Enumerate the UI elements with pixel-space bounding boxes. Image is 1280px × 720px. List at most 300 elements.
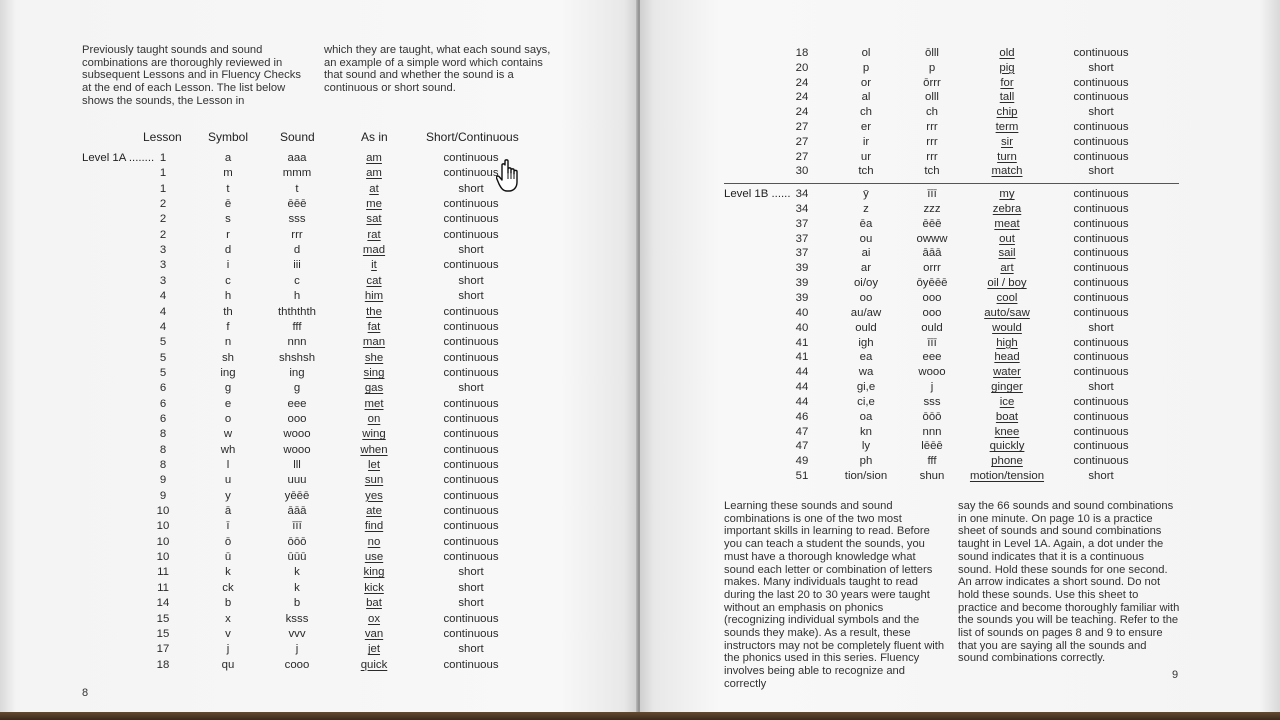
cell-sound: zzz <box>923 202 941 215</box>
table-row <box>640 188 1129 203</box>
cell-sound: j <box>295 643 299 656</box>
cell-symbol: e <box>224 397 232 410</box>
cell-type: short <box>458 597 484 610</box>
cell-lesson: 11 <box>157 566 169 579</box>
table-row <box>0 412 499 428</box>
table-row <box>0 658 499 674</box>
table-row <box>0 152 499 167</box>
table-row <box>640 106 1114 121</box>
cell-type: continuous <box>1073 425 1129 438</box>
cell-type: short <box>458 581 484 594</box>
cell-as-in: my <box>999 188 1015 200</box>
cell-type: continuous <box>443 366 499 379</box>
table-row <box>640 76 1129 92</box>
cell-type: continuous <box>443 397 499 410</box>
cell-sound: orrr <box>923 262 941 275</box>
cell-symbol: ȳ <box>863 188 869 200</box>
table-row <box>640 381 1114 396</box>
cell-symbol: b <box>224 597 232 610</box>
cell-lesson: 6 <box>159 412 167 425</box>
cell-symbol: th <box>223 305 233 318</box>
cell-lesson: 2 <box>159 228 167 241</box>
cell-lesson: 1 <box>159 152 167 164</box>
cell-as-in: at <box>369 182 379 195</box>
cell-lesson: 5 <box>159 366 167 379</box>
cell-as-in: wing <box>362 428 386 441</box>
cell-as-in: van <box>364 627 384 640</box>
cell-symbol: t <box>226 182 230 195</box>
cell-as-in: zebra <box>992 202 1022 215</box>
cell-lesson: 10 <box>156 505 170 518</box>
cell-type: continuous <box>443 551 499 564</box>
header-short-continuous: Short/Continuous <box>426 130 519 144</box>
cell-lesson: 37 <box>795 232 809 245</box>
cell-as-in: boat <box>995 410 1019 423</box>
table-row <box>640 470 1114 485</box>
table-row <box>640 121 1129 136</box>
cell-sound: ing <box>289 366 305 379</box>
cell-type: continuous <box>1073 47 1129 59</box>
cell-as-in: ox <box>367 612 381 625</box>
cell-symbol: ing <box>220 366 236 379</box>
cell-sound: lēēē <box>921 440 943 453</box>
cell-symbol: er <box>860 121 872 133</box>
cell-type: continuous <box>1073 150 1129 163</box>
table-row <box>0 489 499 505</box>
cell-sound: mmm <box>282 167 312 180</box>
cell-type: continuous <box>443 320 499 333</box>
cell-lesson: 2 <box>159 198 167 211</box>
table-row <box>0 581 484 597</box>
cell-sound: j <box>930 381 934 394</box>
cell-as-in: ginger <box>991 381 1023 394</box>
cell-type: continuous <box>443 627 499 640</box>
cell-as-in: for <box>1000 76 1014 89</box>
cell-lesson: 1 <box>159 182 167 195</box>
cell-type: continuous <box>443 351 499 364</box>
cell-symbol: l <box>226 459 230 471</box>
cell-sound: ōyēēē <box>916 277 948 290</box>
cell-symbol: c <box>225 274 231 287</box>
cell-as-in: on <box>367 412 381 425</box>
cell-symbol: wa <box>858 366 874 379</box>
table-row <box>640 217 1129 233</box>
cell-lesson: 18 <box>156 658 170 671</box>
cell-sound: ōōō <box>287 535 307 548</box>
cell-lesson: 34 <box>795 188 809 200</box>
table-row <box>640 262 1129 277</box>
page-left <box>0 0 638 712</box>
cell-lesson: 3 <box>159 244 167 257</box>
cell-sound: īīī <box>292 520 302 533</box>
cell-type: continuous <box>1073 76 1129 89</box>
table-row <box>640 321 1114 337</box>
cell-as-in: bat <box>366 597 382 610</box>
cell-lesson: 15 <box>156 627 170 640</box>
cell-symbol: ci,e <box>857 395 875 408</box>
cell-type: short <box>1088 165 1114 178</box>
table-row <box>0 443 499 459</box>
cell-type: continuous <box>443 428 499 441</box>
cell-sound: iii <box>293 259 301 272</box>
cell-type: short <box>1088 61 1114 74</box>
cell-type: continuous <box>443 535 499 548</box>
cell-lesson: 5 <box>159 351 167 364</box>
cell-symbol: oi/oy <box>853 277 879 290</box>
cell-type: short <box>458 382 484 395</box>
cell-sound: fff <box>292 320 302 333</box>
cell-sound: vvv <box>288 627 306 640</box>
cell-symbol: ck <box>222 581 234 594</box>
cell-type: continuous <box>443 152 499 164</box>
cell-as-in: meat <box>994 217 1020 230</box>
cell-symbol: x <box>225 612 231 625</box>
cell-as-in: am <box>366 167 382 180</box>
cell-type: short <box>458 290 484 303</box>
cell-lesson: 24 <box>795 91 809 104</box>
cell-type: continuous <box>1073 277 1129 290</box>
cell-type: continuous <box>443 213 499 226</box>
table-row <box>0 182 484 198</box>
table-row <box>640 277 1129 292</box>
cell-sound: shshsh <box>278 351 316 364</box>
cell-symbol: ph <box>859 455 873 468</box>
cell-sound: tch <box>924 165 940 178</box>
cell-lesson: 40 <box>795 306 809 319</box>
cell-lesson: 51 <box>795 470 809 483</box>
table-row <box>640 135 1129 151</box>
cell-sound: h <box>293 290 301 303</box>
cell-lesson: 27 <box>795 121 809 133</box>
cell-as-in: rat <box>367 228 381 241</box>
cell-lesson: 3 <box>159 274 167 287</box>
cell-sound: īīī <box>927 188 937 200</box>
cell-lesson: 1 <box>159 167 167 180</box>
cell-lesson: 39 <box>795 291 809 304</box>
cell-symbol: v <box>225 627 231 640</box>
cell-lesson: 39 <box>795 262 809 275</box>
level-1a-label: Level 1A ........ <box>82 152 155 164</box>
cell-symbol: ō <box>224 535 232 548</box>
cell-as-in: gas <box>364 382 384 395</box>
cell-symbol: u <box>224 474 232 487</box>
cell-type: continuous <box>443 167 499 180</box>
cell-as-in: head <box>994 351 1020 364</box>
cell-type: continuous <box>443 336 499 349</box>
cell-as-in: high <box>996 336 1018 349</box>
cell-lesson: 10 <box>156 535 170 548</box>
cell-type: continuous <box>1073 366 1129 379</box>
cell-as-in: cool <box>996 291 1018 304</box>
cell-lesson: 6 <box>159 382 167 395</box>
cell-type: continuous <box>443 505 499 518</box>
cell-symbol: p <box>862 61 870 74</box>
cell-lesson: 44 <box>795 381 809 394</box>
cell-lesson: 9 <box>159 474 167 487</box>
cell-lesson: 4 <box>159 305 167 318</box>
table-row <box>640 425 1129 441</box>
cell-lesson: 17 <box>156 643 170 656</box>
page-number-right: 9 <box>1172 669 1179 681</box>
cell-as-in: man <box>362 336 386 349</box>
cell-symbol: al <box>861 91 871 104</box>
cell-symbol: i <box>226 259 230 272</box>
cell-sound: nnn <box>922 425 942 438</box>
cell-symbol: ir <box>862 135 870 148</box>
cell-type: continuous <box>1073 232 1129 245</box>
table-row <box>0 627 499 643</box>
cell-symbol: r <box>226 228 230 241</box>
table-row <box>640 291 1129 307</box>
cell-sound: fff <box>927 455 937 468</box>
cell-type: short <box>458 274 484 287</box>
table-row <box>0 459 499 474</box>
table-row <box>640 91 1129 106</box>
cell-symbol: igh <box>858 336 874 349</box>
cell-type: continuous <box>1073 395 1129 408</box>
cell-as-in: met <box>364 397 384 410</box>
cell-lesson: 9 <box>159 489 167 502</box>
cell-symbol: ai <box>861 247 871 260</box>
cell-symbol: o <box>224 412 232 425</box>
cell-sound: ch <box>925 106 939 119</box>
cell-symbol: a <box>224 152 232 164</box>
cell-symbol: s <box>225 213 231 226</box>
cell-sound: yēēē <box>284 489 310 502</box>
cell-lesson: 24 <box>795 106 809 119</box>
body-paragraph-col1: Learning these sounds and sound combinations is one of the two most important skills in learning to read. Before you can teach a student the sounds, you must have a thorough knowledge what sound each letter or combination of letters makes. Many individuals taught to read during the last 20 to 30 years were taught without an emphasis on phonics (recognizing individual symbols and the sounds they make). As a result, these instructors may not be completely fluent with the phonics used in this series. Fluency involves being able to recognize and correctly <box>724 500 945 690</box>
cell-type: continuous <box>1073 202 1129 215</box>
cell-lesson: 37 <box>795 247 809 260</box>
cell-type: continuous <box>1073 188 1129 200</box>
cell-symbol: ī <box>226 520 230 533</box>
cell-sound: d <box>293 244 301 257</box>
cell-lesson: 8 <box>159 428 167 441</box>
cell-type: continuous <box>443 443 499 456</box>
cell-symbol: ly <box>861 440 871 453</box>
cell-as-in: the <box>366 305 382 318</box>
table-row <box>640 351 1129 366</box>
table-row <box>0 198 499 213</box>
cell-type: short <box>1088 470 1114 483</box>
table-row <box>640 150 1129 166</box>
cell-type: continuous <box>1073 291 1129 304</box>
cell-symbol: ch <box>859 106 873 119</box>
table-row <box>640 336 1129 352</box>
cell-symbol: h <box>224 290 232 303</box>
cell-type: continuous <box>443 198 499 211</box>
cell-symbol: tion/sion <box>844 470 888 483</box>
cell-type: continuous <box>1073 440 1129 453</box>
cell-lesson: 39 <box>795 277 809 290</box>
table-row <box>0 397 499 413</box>
cell-sound: nnn <box>287 336 307 349</box>
cell-lesson: 30 <box>795 165 809 178</box>
table-row <box>0 274 484 290</box>
cell-as-in: when <box>360 443 388 456</box>
table-row <box>0 551 499 566</box>
cell-symbol: m <box>223 167 233 180</box>
cell-as-in: let <box>367 459 381 471</box>
cell-sound: rrr <box>291 228 303 241</box>
intro-paragraph-col2: which they are taught, what each sound says, an example of a simple word which contains that sound and whether the sound is a continuous or short sound. <box>324 44 551 95</box>
cell-sound: lll <box>293 459 301 471</box>
cell-sound: p <box>928 61 936 74</box>
cell-sound: rrr <box>926 135 938 148</box>
cell-type: continuous <box>1073 247 1129 260</box>
cell-as-in: oil / boy <box>987 277 1027 290</box>
cell-type: continuous <box>443 489 499 502</box>
cell-sound: īīī <box>927 336 937 349</box>
cell-type: continuous <box>443 612 499 625</box>
cell-as-in: old <box>999 47 1015 59</box>
cell-type: continuous <box>443 459 499 471</box>
cell-sound: wooo <box>283 443 311 456</box>
table-row <box>0 320 499 336</box>
cell-as-in: me <box>366 198 382 211</box>
cell-type: continuous <box>1073 336 1129 349</box>
cell-sound: ēēē <box>287 198 307 211</box>
cell-sound: thththth <box>278 305 316 318</box>
cell-type: continuous <box>1073 351 1129 364</box>
table-row <box>0 428 499 443</box>
cell-lesson: 37 <box>795 217 809 230</box>
table-row <box>0 474 499 489</box>
table-row <box>640 47 1129 62</box>
cell-sound: b <box>293 597 301 610</box>
cell-symbol: au/aw <box>850 306 882 319</box>
cell-type: continuous <box>1073 410 1129 423</box>
cell-sound: owww <box>916 232 948 245</box>
table-row <box>0 520 499 535</box>
cell-type: continuous <box>443 305 499 318</box>
cell-as-in: it <box>371 259 377 272</box>
table-row <box>0 505 499 520</box>
cell-symbol: ū <box>224 551 232 564</box>
cell-as-in: term <box>995 121 1019 133</box>
cell-as-in: would <box>992 321 1022 334</box>
cell-type: continuous <box>1073 121 1129 133</box>
cell-as-in: out <box>999 232 1015 245</box>
cell-as-in: him <box>364 290 384 303</box>
cell-sound: ooo <box>287 412 307 425</box>
body-paragraph-col2: say the 66 sounds and sound combinations in one minute. On page 10 is a practice sheet of sounds and sound combinations taught in Level 1A. Again, a dot under the sound indicates that it is a continuous sound. Hold these sounds for one second. An arrow indicates a short sound. Do not hold these sounds. Use this sheet to practice and become thoroughly familiar with the sounds you will be teaching. Refer to the list of sounds on pages 8 and 9 to ensure that you are saying all the sounds and sound combinations correctly. <box>958 500 1180 665</box>
table-row <box>0 366 499 382</box>
cell-sound: ōrrr <box>923 76 941 89</box>
cell-sound: aaa <box>287 152 307 164</box>
cell-type: continuous <box>443 658 499 671</box>
cell-sound: eee <box>922 351 942 364</box>
cell-symbol: ar <box>860 262 872 275</box>
page-number-left: 8 <box>82 687 89 699</box>
table-row <box>640 232 1129 248</box>
cell-lesson: 44 <box>795 366 809 379</box>
cell-as-in: find <box>364 520 384 533</box>
table-row <box>0 228 499 244</box>
cell-as-in: water <box>993 366 1021 379</box>
cell-as-in: sun <box>364 474 384 487</box>
cell-as-in: quickly <box>989 440 1025 453</box>
cell-symbol: qu <box>221 658 235 671</box>
cell-as-in: ice <box>999 395 1015 408</box>
cell-type: short <box>458 244 484 257</box>
cell-sound: ōōō <box>922 410 942 423</box>
cell-type: short <box>1088 321 1114 334</box>
table-row <box>0 290 484 305</box>
table-row <box>0 643 484 658</box>
cell-sound: wooo <box>918 366 946 379</box>
cell-symbol: ould <box>855 321 877 334</box>
cell-as-in: jet <box>367 643 381 656</box>
cell-lesson: 40 <box>795 321 809 334</box>
page-right <box>640 0 1280 712</box>
cell-symbol: ē <box>224 198 232 211</box>
cell-symbol: f <box>226 320 230 333</box>
cell-type: continuous <box>1073 455 1129 468</box>
cell-type: continuous <box>443 228 499 241</box>
table-row <box>640 366 1129 381</box>
cell-lesson: 5 <box>159 336 167 349</box>
cell-type: continuous <box>443 412 499 425</box>
cell-symbol: ea <box>859 351 873 364</box>
header-as-in: As in <box>361 130 388 144</box>
cell-lesson: 4 <box>159 290 167 303</box>
table-row <box>0 167 499 182</box>
cell-sound: uuu <box>287 474 307 487</box>
cell-as-in: ate <box>366 505 382 518</box>
cell-sound: cooo <box>284 658 310 671</box>
table-row <box>0 612 499 628</box>
cell-sound: c <box>294 274 300 287</box>
cell-sound: ooo <box>922 306 942 319</box>
cell-lesson: 27 <box>795 135 809 148</box>
cell-sound: sss <box>923 395 941 408</box>
cell-as-in: pig <box>999 61 1015 74</box>
cell-sound: shun <box>919 470 945 483</box>
cell-lesson: 24 <box>795 76 809 89</box>
cell-as-in: motion/tension <box>969 470 1045 483</box>
cell-sound: eee <box>287 397 307 410</box>
cell-type: short <box>458 643 484 656</box>
cell-symbol: ol <box>861 47 871 59</box>
table-row <box>640 306 1129 322</box>
cell-symbol: wh <box>220 443 236 456</box>
cell-as-in: fat <box>367 320 381 333</box>
cell-as-in: she <box>364 351 384 364</box>
cell-sound: ūūū <box>287 551 307 564</box>
table-row <box>640 440 1129 455</box>
cell-as-in: yes <box>365 489 383 502</box>
cell-lesson: 41 <box>795 336 809 349</box>
cell-type: continuous <box>1073 306 1129 319</box>
cell-as-in: turn <box>997 150 1017 163</box>
header-symbol: Symbol <box>208 130 249 144</box>
cell-symbol: w <box>223 428 233 441</box>
cell-type: continuous <box>443 520 499 533</box>
cell-as-in: mad <box>362 244 386 257</box>
cell-as-in: phone <box>991 455 1023 468</box>
table-row <box>0 244 484 259</box>
table-row <box>0 351 499 367</box>
cell-symbol: oo <box>859 291 873 304</box>
cell-type: continuous <box>1073 262 1129 275</box>
cell-as-in: cat <box>366 274 382 287</box>
cell-as-in: quick <box>360 658 388 671</box>
cell-sound: āāā <box>922 247 942 260</box>
cell-sound: ksss <box>285 612 309 625</box>
cell-symbol: oa <box>859 410 873 423</box>
cell-type: short <box>458 182 484 195</box>
